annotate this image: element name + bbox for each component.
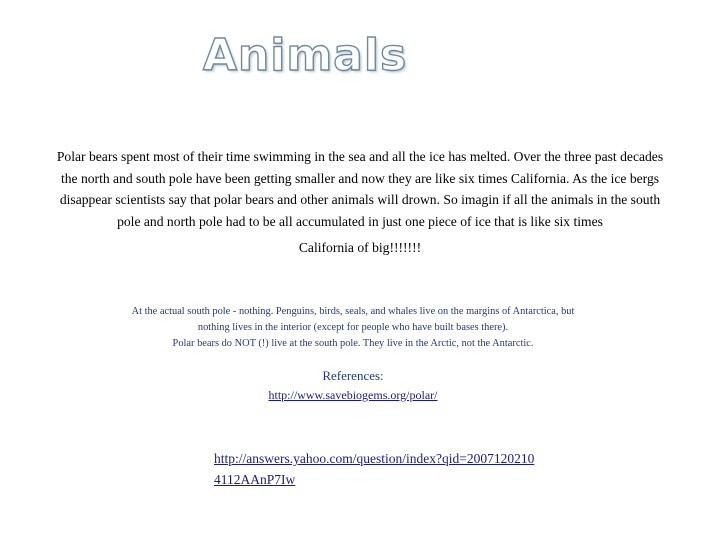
main-paragraph-last-line: California of big!!!!!!! (298, 240, 422, 255)
main-paragraph-line: in the south pole and north pole had to be all accumulated in just one piece of ice that is like six times (117, 192, 661, 229)
main-paragraph-line: Polar bears spent most of their time swimming in the sea and all the ice has melted. Over the three past (56, 149, 617, 164)
note-line: nothing lives in the interior (except for people who have built bases there). (197, 322, 509, 333)
reference-link-yahoo-line1: http://answers.yahoo.com/question/index?qid=2007120210 (214, 451, 535, 466)
main-paragraph (52, 146, 668, 259)
reference-link-row (238, 388, 468, 403)
reference-link-yahoo-line2: 4112AAnP7Iw (214, 472, 296, 487)
note-line: At the actual south pole - nothing. Penguins, birds, seals, and whales live on the margins of Antarctica, but (131, 306, 575, 317)
reference-link-savebiogems[interactable]: http://www.savebiogems.org/polar/ (268, 388, 438, 402)
note-line: Polar bears do NOT (!) live at the south pole. They live in the Arctic, not the Antarctic. (172, 338, 534, 349)
reference-link-row (214, 448, 594, 490)
references-label: References: (322, 368, 384, 383)
slide-title-text: Animals (202, 30, 408, 81)
reference-link-yahoo[interactable] (214, 451, 534, 487)
slide-title (0, 30, 610, 81)
note-paragraph (100, 304, 606, 352)
main-paragraph-line: ice bergs disappear scientists say that polar bears and other animals will drown. So imagin if all the animals (59, 170, 660, 207)
main-paragraph-line: decades the north and south pole have been getting smaller and now they are like six times California. As the (60, 149, 664, 186)
